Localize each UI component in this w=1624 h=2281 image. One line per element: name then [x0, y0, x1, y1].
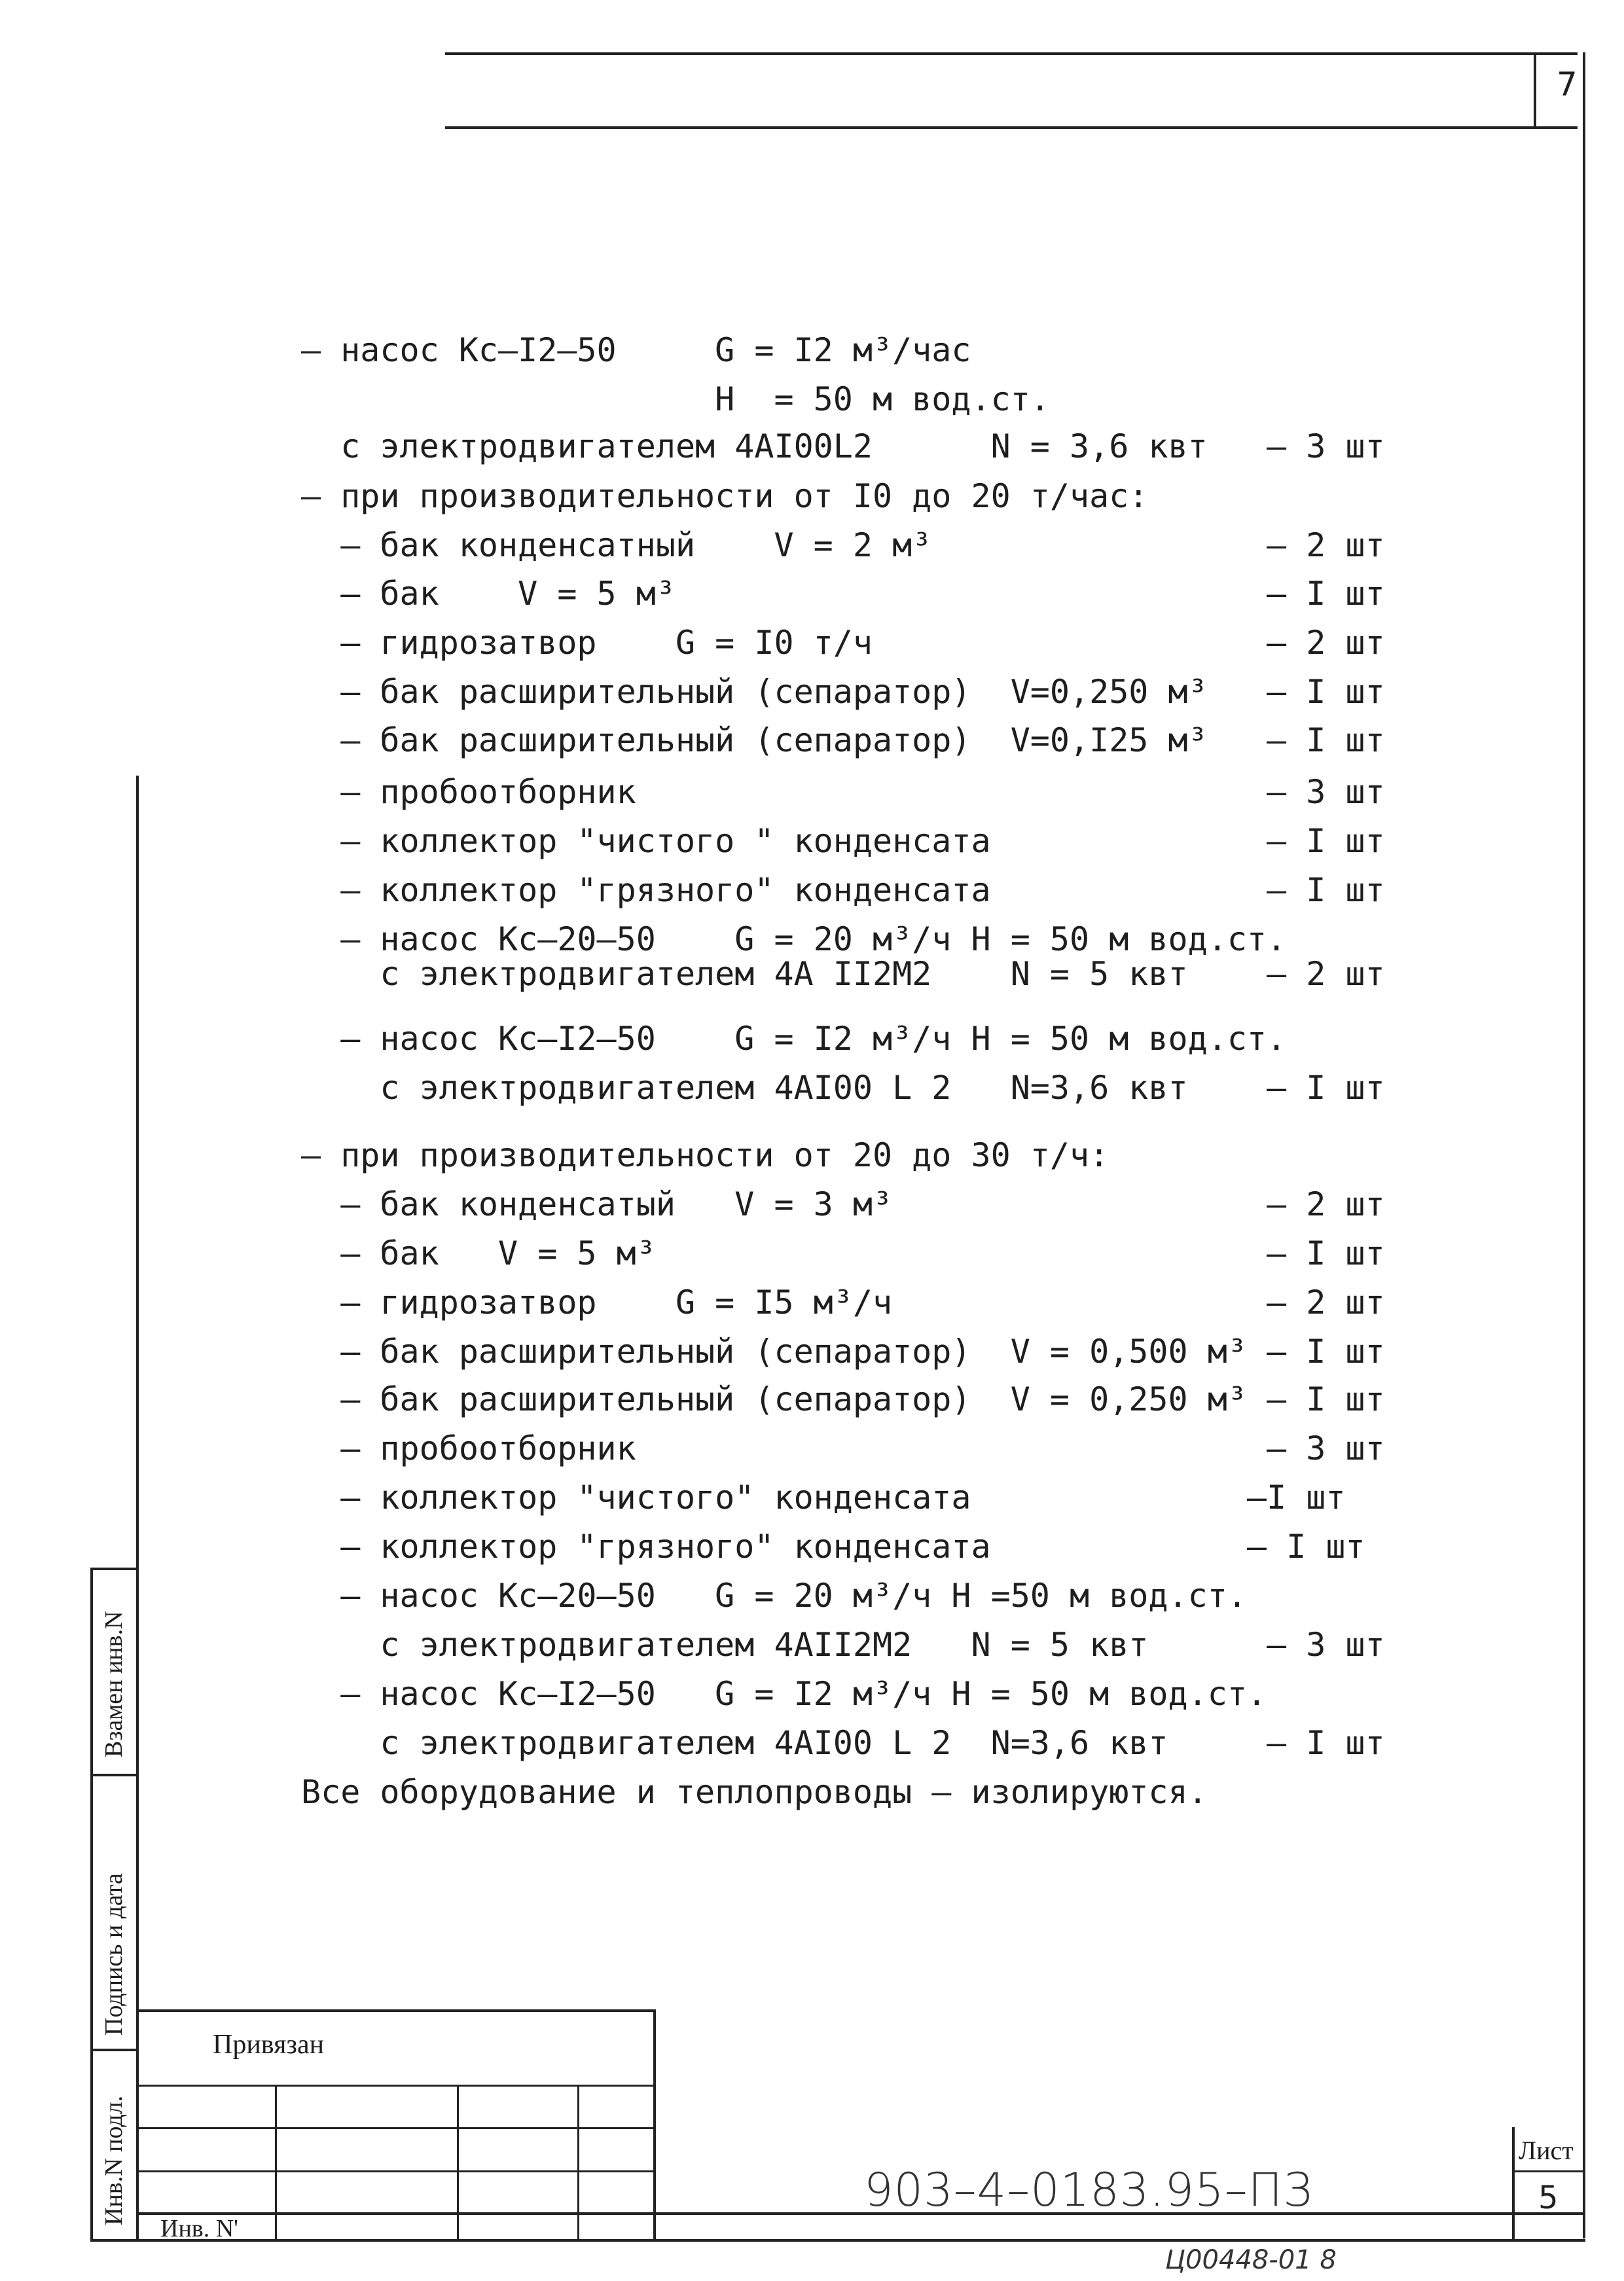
tb-row-4: [139, 2212, 1585, 2215]
tb-col-1: [275, 2085, 277, 2242]
line-30: Все оборудование и теплопроводы – изолируются.: [301, 1773, 1208, 1811]
line-24: – коллектор "чистого" конденсата –I шт: [301, 1479, 1346, 1517]
line-19: – бак V = 5 м³ – I шт: [301, 1234, 1385, 1272]
top-rule-lower: [445, 126, 1578, 129]
tb-privyazan-right: [653, 2009, 656, 2242]
line-15: – насос Кс–I2–50 G = I2 м³/ч H = 50 м вод.ст.: [301, 1020, 1287, 1058]
line-8: – бак расширительный (сепаратор) V=0,250 м³ – I шт: [301, 673, 1385, 711]
inv-no-label: Инв. N': [160, 2215, 239, 2242]
side-label-vzamen: Взамен инв.N: [100, 1611, 128, 1757]
line-17: – при производительности от 20 до 30 т/ч:: [301, 1136, 1110, 1174]
line-25: – коллектор "грязного" конденсата – I шт: [301, 1528, 1365, 1566]
line-23: – пробоотборник – 3 шт: [301, 1429, 1385, 1467]
line-2: H = 50 м вод.ст.: [301, 380, 1050, 418]
left-stamp-divider-2: [90, 1774, 139, 1776]
line-27: с электродвигателем 4AII2M2 N = 5 квт – 3 шт: [301, 1626, 1385, 1664]
side-label-podpis-data: Подпись и дата: [100, 1873, 128, 2036]
line-26: – насос Кс–20–50 G = 20 м³/ч H =50 м вод.ст.: [301, 1577, 1247, 1615]
line-3: с электродвигателем 4AI00L2 N = 3,6 квт – 3 шт: [301, 427, 1385, 465]
right-border: [1583, 52, 1585, 2238]
line-1: – насос Кс–I2–50 G = I2 м³/час: [301, 331, 971, 369]
tb-top: [139, 2009, 656, 2012]
tb-col-3: [577, 2085, 579, 2242]
privyazan-label: Привязан: [213, 2030, 325, 2060]
line-16: с электродвигателем 4AI00 L 2 N=3,6 квт – I шт: [301, 1069, 1385, 1107]
line-21: – бак расширительный (сепаратор) V = 0,500 м³ – I шт: [301, 1333, 1385, 1371]
line-14: с электродвигателем 4A II2M2 N = 5 квт – 2 шт: [301, 955, 1385, 993]
top-rule-upper: [445, 52, 1578, 55]
tb-sheet-col: [1512, 2127, 1515, 2242]
line-18: – бак конденсатый V = 3 м³ – 2 шт: [301, 1185, 1385, 1223]
line-4: – при производительности от I0 до 20 т/час:: [301, 477, 1149, 515]
line-12: – коллектор "грязного" конденсата – I шт: [301, 871, 1385, 909]
page-number-box-left: [1534, 52, 1536, 129]
line-29: с электродвигателем 4AI00 L 2 N=3,6 квт – I шт: [301, 1724, 1385, 1762]
line-10: – пробоотборник – 3 шт: [301, 773, 1385, 811]
line-9: – бак расширительный (сепаратор) V=0,I25 м³ – I шт: [301, 721, 1385, 759]
side-label-inv-podl: Инв.N подл.: [100, 2095, 128, 2225]
left-stamp-divider-1: [90, 1568, 139, 1570]
line-28: – насос Кс–I2–50 G = I2 м³/ч H = 50 м вод.ст.: [301, 1675, 1267, 1713]
left-stamp-divider-3: [90, 2049, 139, 2051]
line-22: – бак расширительный (сепаратор) V = 0,250 м³ – I шт: [301, 1380, 1385, 1418]
left-stamp-inner: [136, 776, 139, 2242]
handwritten-footer: Ц00448-01 8: [1165, 2245, 1337, 2275]
line-6: – бак V = 5 м³ – I шт: [301, 575, 1385, 613]
line-11: – коллектор "чистого " конденсата – I шт: [301, 822, 1385, 860]
tb-col-2: [457, 2085, 459, 2242]
document-code: 903–4–0183.95–ПЗ: [864, 2163, 1313, 2217]
page-number: 7: [1557, 65, 1578, 103]
line-20: – гидрозатвор G = I5 м³/ч – 2 шт: [301, 1284, 1385, 1321]
left-stamp-outer: [90, 1568, 93, 2242]
line-7: – гидрозатвор G = I0 т/ч – 2 шт: [301, 624, 1385, 662]
line-13: – насос Кс–20–50 G = 20 м³/ч H = 50 м вод.ст.: [301, 920, 1287, 958]
tb-sheet-row: [1512, 2170, 1585, 2172]
tb-bottom: [90, 2239, 1585, 2242]
sheet-number: 5: [1538, 2180, 1559, 2216]
line-5: – бак конденсатный V = 2 м³ – 2 шт: [301, 526, 1385, 564]
sheet-label: Лист: [1519, 2136, 1574, 2165]
